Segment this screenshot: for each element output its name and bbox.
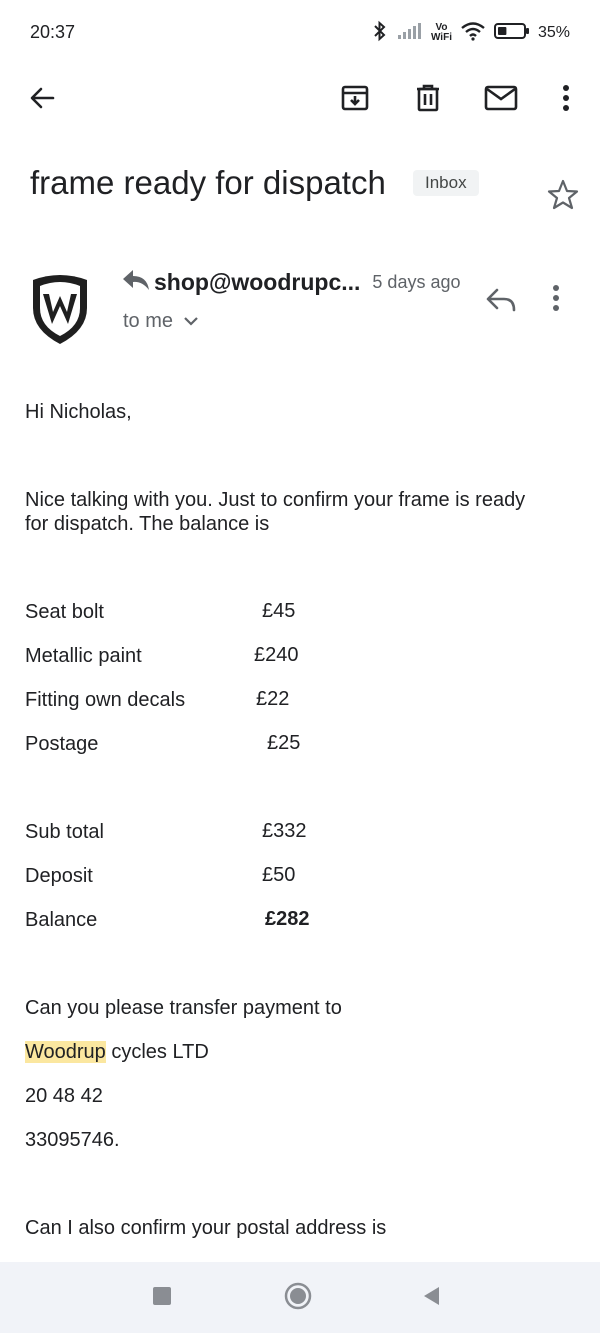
item-label: Fitting own decals [25,689,186,711]
mark-unread-icon [484,84,518,117]
intro-line-2: for dispatch. The balance is [25,513,270,535]
message-more-button[interactable] [550,284,582,322]
total-label: Balance [25,909,98,931]
sender-name: shop@woodrupc... [154,269,361,295]
status-icons [371,18,570,48]
back-triangle-icon [421,1285,443,1312]
sender-row [0,262,600,352]
reply-icon [484,301,518,318]
more-options-button[interactable] [548,82,584,118]
star-button[interactable] [546,178,582,214]
replied-icon [122,268,150,297]
vowifi-indicator [431,23,452,43]
account-number: 33095746. [25,1129,120,1151]
item-amount: £45 [262,600,296,622]
payee-rest: cycles LTD [105,1041,209,1063]
wifi-icon [460,21,486,46]
back-button[interactable] [24,82,60,118]
woodrup-logo-icon [30,333,90,350]
toolbar [0,70,600,130]
payment-instruction: Can you please transfer payment to [25,997,342,1019]
chevron-down-icon [183,310,199,333]
item-label: Postage [25,733,99,755]
item-label: Seat bolt [25,601,104,623]
vowifi-line1: Vo [435,22,448,33]
recipient-details-toggle[interactable] [123,310,199,333]
sent-time: 5 days ago [372,272,461,292]
email-subject: frame ready for dispatch [30,164,386,201]
archive-icon [340,83,370,118]
sender-avatar[interactable] [30,272,90,346]
status-time: 20:37 [30,22,76,42]
payee-highlight[interactable]: Woodrup [25,1041,106,1063]
more-vert-icon [560,84,572,117]
delete-button[interactable] [410,82,446,118]
intro-line-1: Nice talking with you. Just to confirm your frame is ready [25,489,526,511]
sender-line[interactable] [122,268,461,297]
inbox-label-badge[interactable]: Inbox [413,170,479,196]
archive-button[interactable] [337,82,373,118]
item-amount: £22 [256,688,290,710]
vowifi-line2: WiFi [430,32,452,43]
reply-button[interactable] [484,284,522,322]
home-button[interactable] [282,1282,314,1314]
home-circle-icon [283,1281,313,1316]
star-icon [546,199,580,216]
total-amount: £332 [262,820,307,842]
status-bar [0,0,600,68]
balance-amount: £282 [265,908,310,930]
battery-percent: 35% [537,24,570,41]
item-label: Metallic paint [25,645,142,667]
battery-icon [494,22,530,45]
total-label: Sub total [25,821,104,843]
recipient-text: to me [123,310,174,332]
total-label: Deposit [25,865,93,887]
recents-square-icon [151,1285,173,1312]
address-question: Can I also confirm your postal address is [25,1217,387,1239]
sort-code: 20 48 42 [25,1085,103,1107]
signal-icon [397,22,423,45]
mark-unread-button[interactable] [483,82,519,118]
item-amount: £25 [267,732,301,754]
recents-button[interactable] [146,1282,178,1314]
bluetooth-icon [371,20,389,47]
greeting: Hi Nicholas, [25,401,132,423]
more-vert-icon [550,299,562,316]
total-amount: £50 [262,864,296,886]
back-arrow-icon [28,84,56,117]
back-nav-button[interactable] [416,1282,448,1314]
item-amount: £240 [254,644,299,666]
subject-row [30,160,590,220]
trash-icon [414,83,442,118]
payee-name [25,1040,209,1064]
system-nav-bar [0,1262,600,1333]
